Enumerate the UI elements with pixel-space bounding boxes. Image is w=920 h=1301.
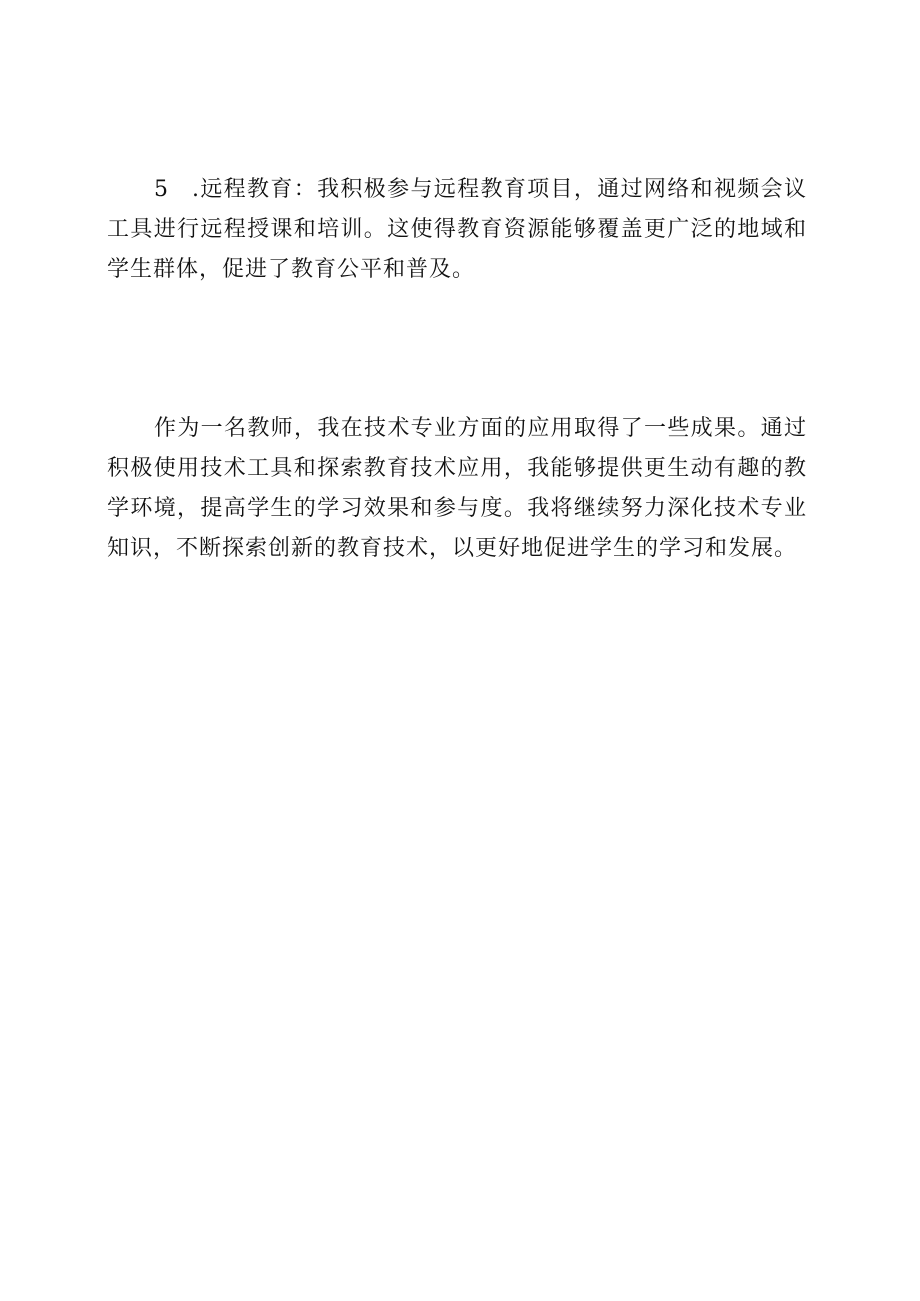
paragraph-conclusion: 作为一名教师，我在技术专业方面的应用取得了一些成果。通过积极使用技术工具和探索教育技术应用，我能够提供更生动有趣的教学环境，提高学生的学习效果和参与度。我将继续努力深化技术专业知识，不断探索创新的教育技术，以更好地促进学生的学习和发展。 [107,416,807,561]
paragraph-remote-education: 5 .远程教育：我积极参与远程教育项目，通过网络和视频会议工具进行远程授课和培训。这使得教育资源能够覆盖更广泛的地域和学生群体，促进了教育公平和普及。 [107,177,807,282]
